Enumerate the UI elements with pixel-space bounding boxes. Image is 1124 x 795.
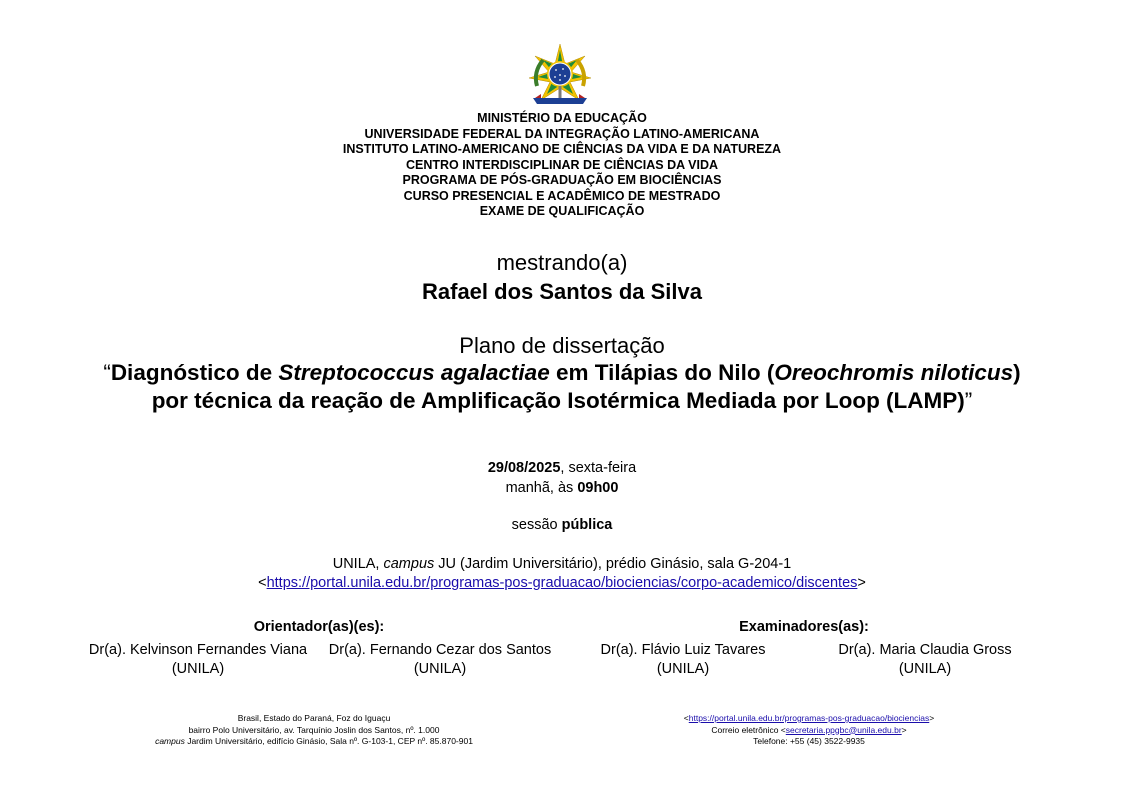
- title-part: em Tilápias do Nilo (: [549, 360, 775, 385]
- link-bracket: <: [258, 575, 267, 591]
- open-quote: “: [103, 360, 111, 385]
- email-link[interactable]: secretaria.ppgbc@unila.edu.br: [785, 724, 902, 735]
- footer-contact: [609, 713, 1009, 748]
- dissertation-title: [100, 359, 1024, 415]
- address-campus: campus: [155, 736, 185, 746]
- venue: [0, 555, 1124, 593]
- advisor-entry: [68, 641, 328, 679]
- title-part: ) por técnica da reação de Amplificação Isotérmica Mediada por Loop (LAMP): [151, 360, 1021, 413]
- schedule: [0, 458, 1124, 498]
- examiner-name: Dr(a). Maria Claudia Gross: [838, 642, 1012, 658]
- email-label: Correio eletrônico <: [711, 724, 786, 735]
- advisor-entry: [310, 641, 570, 679]
- title-species: Oreochromis niloticus: [774, 360, 1014, 385]
- program-link[interactable]: https://portal.unila.edu.br/programas-pos-graduacao/biociencias: [688, 713, 930, 723]
- venue-part: JU (Jardim Universitário), prédio Ginásio, sala G-204-1: [434, 556, 792, 572]
- header-line: PROGRAMA DE PÓS-GRADUAÇÃO EM BIOCIÊNCIAS: [402, 173, 722, 187]
- candidate-name: Rafael dos Santos da Silva: [422, 279, 702, 304]
- header-line: UNIVERSIDADE FEDERAL DA INTEGRAÇÃO LATINO-AMERICANA: [364, 126, 760, 141]
- examiner-entry: [553, 641, 813, 679]
- program-students-link[interactable]: https://portal.unila.edu.br/programas-pos-graduacao/biociencias/corpo-academico/discentes: [266, 575, 858, 591]
- session-value: pública: [561, 517, 613, 533]
- exam-weekday: , sexta-feira: [560, 460, 637, 476]
- header-line: CENTRO INTERDISCIPLINAR DE CIÊNCIAS DA VIDA: [405, 157, 719, 172]
- advisor-name: Dr(a). Kelvinson Fernandes Viana: [88, 642, 308, 658]
- examiner-institution: (UNILA): [656, 661, 710, 677]
- brazil-coat-of-arms-icon: [527, 42, 593, 108]
- advisors-heading: Orientador(as)(es):: [253, 619, 385, 635]
- header-line: INSTITUTO LATINO-AMERICANO DE CIÊNCIAS DA VIDA E DA NATUREZA: [342, 142, 782, 156]
- footer-address: [114, 713, 514, 748]
- header-line: EXAME DE QUALIFICAÇÃO: [479, 204, 645, 218]
- address-line: Brasil, Estado do Paraná, Foz do Iguaçu: [237, 713, 391, 723]
- session-type: [0, 516, 1124, 534]
- link-bracket: >: [857, 575, 866, 591]
- venue-part: UNILA,: [332, 556, 384, 572]
- close-quote: ”: [964, 388, 973, 413]
- institution-header: [0, 111, 1124, 220]
- exam-period: manhã, às: [505, 480, 578, 496]
- session-prefix: sessão: [511, 517, 562, 533]
- exam-date: 29/08/2025: [487, 460, 561, 476]
- advisor-institution: (UNILA): [171, 661, 225, 677]
- examiner-institution: (UNILA): [898, 661, 952, 677]
- venue-campus: campus: [383, 556, 435, 572]
- candidate-role: mestrando(a): [496, 250, 628, 275]
- title-species: Streptococcus agalactiae: [278, 360, 550, 385]
- advisor-name: Dr(a). Fernando Cezar dos Santos: [328, 642, 552, 658]
- header-line: CURSO PRESENCIAL E ACADÊMICO DE MESTRADO: [403, 188, 721, 203]
- advisor-institution: (UNILA): [413, 661, 467, 677]
- link-bracket: >: [901, 724, 907, 735]
- address-line: Jardim Universitário, edifício Ginásio, Sala nº. G-103-1, CEP nº. 85.870-901: [184, 736, 473, 746]
- link-bracket: >: [929, 713, 935, 723]
- address-line: bairro Polo Universitário, av. Tarquínio Joslin dos Santos, nº. 1.000: [188, 724, 440, 735]
- examiner-name: Dr(a). Flávio Luiz Tavares: [600, 642, 766, 658]
- exam-time: 09h00: [577, 480, 619, 496]
- phone-number: Telefone: +55 (45) 3522-9935: [753, 736, 865, 746]
- plan-label: Plano de dissertação: [459, 333, 665, 358]
- title-part: Diagnóstico de: [110, 360, 279, 385]
- link-bracket: <: [683, 713, 689, 723]
- examiner-entry: [795, 641, 1055, 679]
- examiners-heading: Examinadores(as):: [739, 619, 869, 635]
- header-line: MINISTÉRIO DA EDUCAÇÃO: [477, 111, 647, 125]
